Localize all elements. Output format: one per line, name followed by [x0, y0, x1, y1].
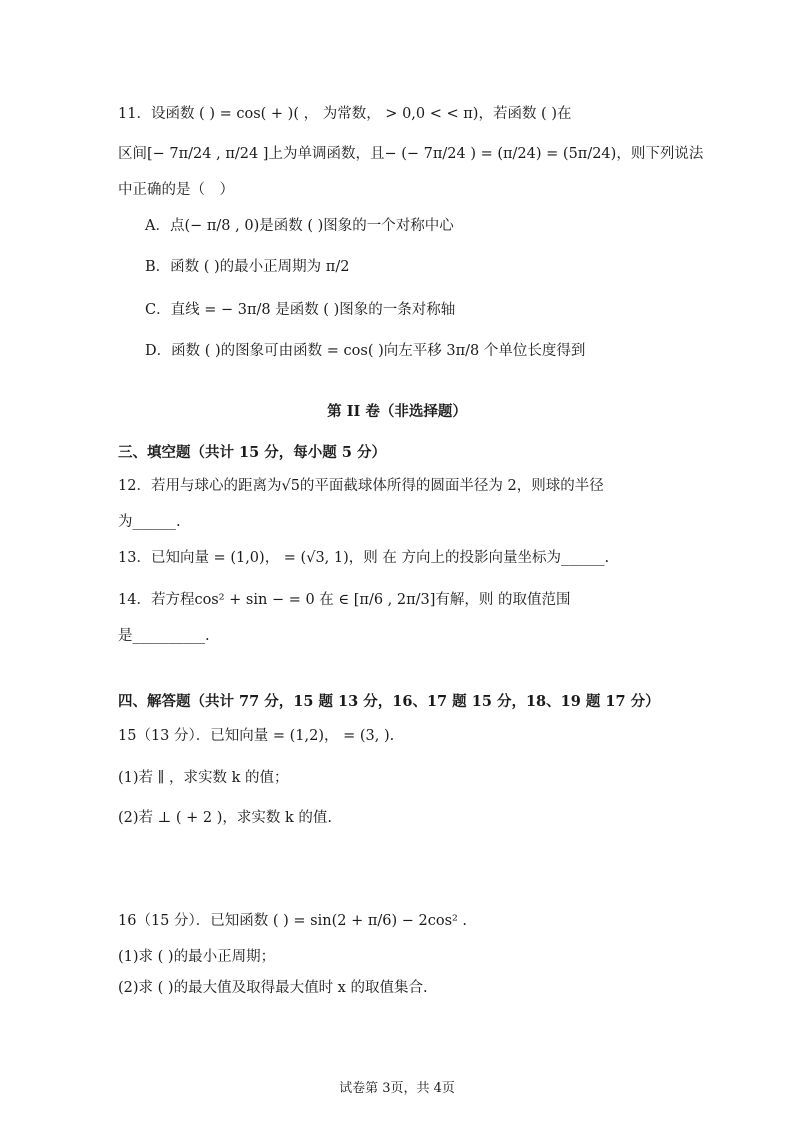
q11-option-c: C．直线 = − 3π/8 是函数 ( )图象的一条对称轴 [145, 302, 456, 318]
q16-line-1: 16（15 分）．已知函数 ( ) = sin(2 + π/6) − 2cos² . [118, 913, 468, 929]
section-four-title: 四、解答题（共计 77 分，15 题 13 分，16、17 题 15 分，18、19 题 17 分） [118, 693, 660, 710]
q14-line-1: 14．若方程cos² + sin − = 0 在 ∈ [π/6 , 2π/3]有解，则 的取值范围 [118, 592, 571, 608]
q11-line-1: 11．设函数 ( ) = cos( + )( ， 为常数， > 0,0 < < π)，若函数 ( )在 [118, 106, 572, 122]
q12-line-2: 为______. [118, 514, 181, 530]
q11-option-b: B．函数 ( )的最小正周期为 π/2 [145, 259, 350, 275]
q15-line-1: 15（13 分）．已知向量 = (1,2)， = (3, ). [118, 728, 395, 744]
part-two-title: 第 II 卷（非选择题） [327, 403, 467, 420]
q13-line-1: 13．已知向量 = (1,0)， = (√3, 1)，则 在 方向上的投影向量坐标为______. [118, 550, 610, 566]
q11-line-2: 区间[− 7π/24 , π/24 ]上为单调函数，且− (− 7π/24 ) = (π/24) = (5π/24)，则下列说法 [118, 146, 704, 162]
q11-option-d: D．函数 ( )的图象可由函数 = cos( )向左平移 3π/8 个单位长度得到 [145, 343, 586, 359]
q15-part-2: (2)若 ⊥ ( + 2 )，求实数 k 的值. [118, 810, 333, 826]
section-three-title: 三、填空题（共计 15 分，每小题 5 分） [118, 444, 386, 461]
q11-line-3: 中正确的是（ ） [118, 182, 234, 198]
q14-line-2: 是__________. [118, 628, 210, 644]
q16-part-1: (1)求 ( )的最小正周期； [118, 949, 276, 965]
q16-part-2: (2)求 ( )的最大值及取得最大值时 x 的取值集合. [118, 980, 428, 996]
q12-line-1: 12．若用与球心的距离为√5的平面截球体所得的圆面半径为 2，则球的半径 [118, 478, 604, 494]
q11-option-a: A．点(− π/8 , 0)是函数 ( )图象的一个对称中心 [145, 218, 454, 234]
q15-part-1: (1)若 ∥ ，求实数 k 的值； [118, 770, 289, 786]
page-footer: 试卷第 3页，共 4页 [339, 1081, 455, 1096]
